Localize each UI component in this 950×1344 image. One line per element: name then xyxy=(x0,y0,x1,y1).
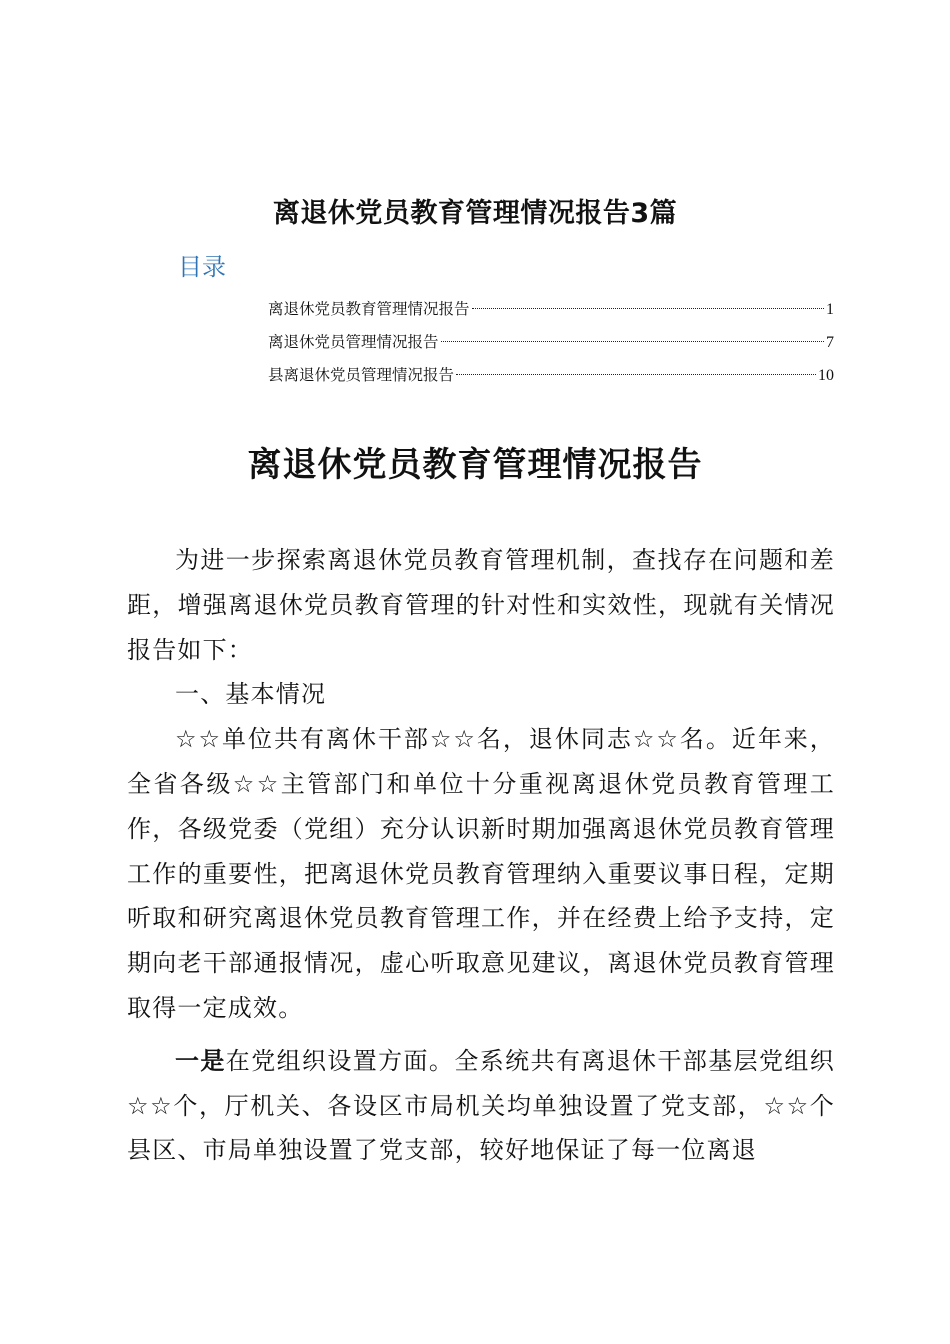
document-title: 离退休党员教育管理情况报告3篇 xyxy=(272,198,678,229)
table-of-contents xyxy=(268,294,834,393)
toc-entry-label: 县离退休党员管理情况报告 xyxy=(268,366,455,384)
point-one-body: 在党组织设置方面。全系统共有离退休干部基层党组织☆☆个，厅机关、各设区市局机关均单独设置了党支部，☆☆个县区、市局单独设置了党支部，较好地保证了每一位离退 xyxy=(127,1046,835,1165)
toc-entry[interactable] xyxy=(268,360,834,393)
intro-paragraph: 为进一步探索离退休党员教育管理机制，查找存在问题和差距，增强离退休党员教育管理的针对性和实效性，现就有关情况报告如下： xyxy=(127,546,835,664)
basic-situation-heading: 一、基本情况 xyxy=(175,680,327,709)
toc-entry-label: 离退休党员管理情况报告 xyxy=(268,333,439,351)
point-one-paragraph xyxy=(127,1039,835,1173)
toc-heading: 目录 xyxy=(178,253,226,281)
toc-entry-page: 7 xyxy=(826,334,834,351)
section-title: 离退休党员教育管理情况报告 xyxy=(247,445,703,485)
point-one-lead: 一是 xyxy=(175,1046,226,1075)
toc-entry-page: 1 xyxy=(826,301,834,318)
toc-dot-leader xyxy=(441,341,824,342)
toc-entry-label: 离退休党员教育管理情况报告 xyxy=(268,300,470,318)
basic-situation-paragraph: ☆☆单位共有离休干部☆☆名，退休同志☆☆名。近年来，全省各级☆☆主管部门和单位十分重视离退休党员教育管理工作，各级党委（党组）充分认识新时期加强离退休党员教育管理工作的重要性，把离退休党员教育管理纳入重要议事日程，定期听取和研究离退休党员教育管理工作，并在经费上给予支持，定期向老干部通报情况，虚心听取意见建议，离退休党员教育管理取得一定成效。 xyxy=(127,725,835,1022)
toc-dot-leader xyxy=(456,374,816,375)
toc-entry-page: 10 xyxy=(818,367,834,384)
toc-entry[interactable] xyxy=(268,294,834,327)
toc-dot-leader xyxy=(472,308,824,309)
body-text xyxy=(127,538,835,1173)
toc-entry[interactable] xyxy=(268,327,834,360)
